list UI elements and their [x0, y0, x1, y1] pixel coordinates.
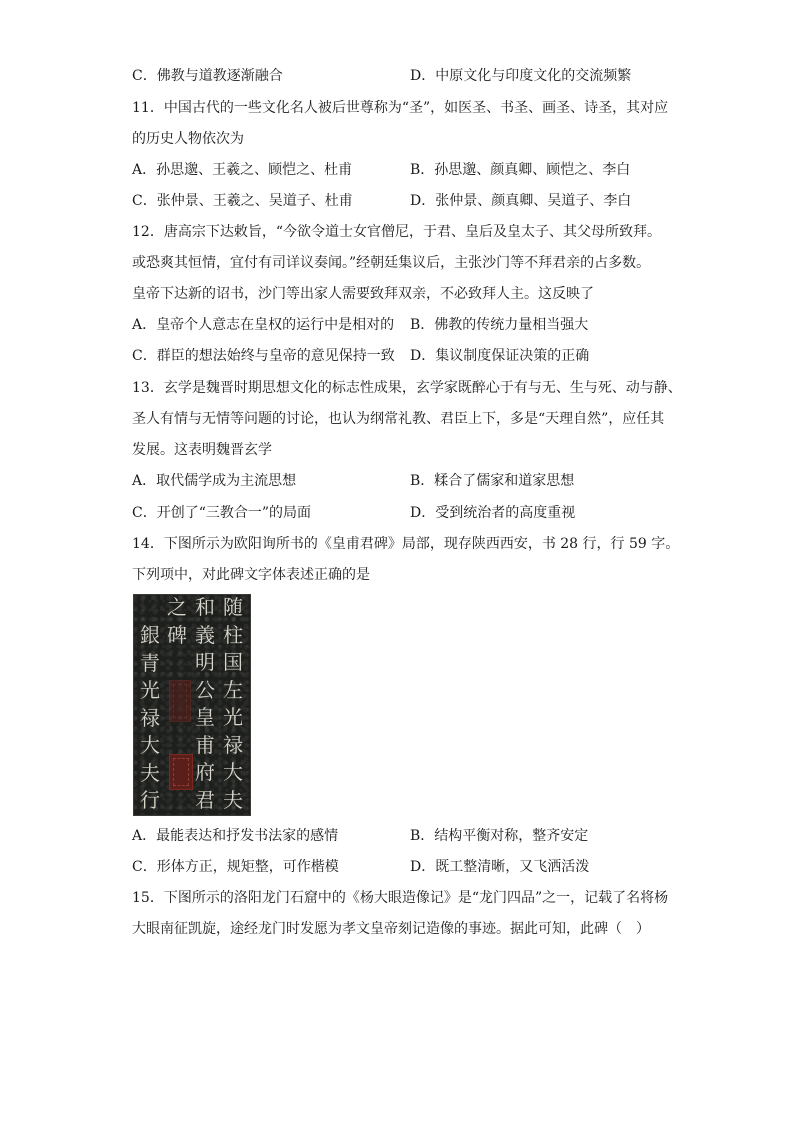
q14-option-c[interactable]: C．形体方正，规矩整，可作楷模 [132, 859, 339, 875]
rubbing-glyph: 義 [195, 622, 215, 647]
rubbing-glyph: 和 [195, 595, 215, 619]
rubbing-glyph: 之 [167, 595, 187, 619]
rubbing-glyph: 禄 [140, 705, 160, 730]
q13-option-a[interactable]: A．取代儒学成为主流思想 [132, 473, 297, 489]
rubbing-column-1 [219, 594, 247, 814]
q11-stem-line-1: 11．中国古代的一些文化名人被后世尊称为“圣”，如医圣、书圣、画圣、诗圣，其对应 [132, 100, 669, 116]
rubbing-glyph: 随 [223, 595, 243, 619]
rubbing-glyph: 光 [223, 705, 243, 729]
rubbing-glyph: 夫 [223, 787, 243, 812]
rubbing-glyph: 行 [140, 788, 160, 812]
q14-stem-line-2: 下列项中，对此碑文字体表述正确的是 [132, 567, 370, 583]
rubbing-glyph: 府 [195, 760, 215, 784]
seal-stamp-lower [169, 754, 193, 790]
q12-stem-line-3: 皇帝下达新的诏书，沙门等出家人需要致拜双亲，不必致拜人主。这反映了 [132, 286, 594, 302]
q13-stem-line-2: 圣人有情与无情等问题的讨论，也认为纲常礼教、君臣上下，多是“天理自然”，应任其 [132, 411, 665, 427]
rubbing-glyph: 皇 [195, 705, 215, 729]
rubbing-glyph: 君 [195, 787, 215, 812]
q14-option-d[interactable]: D．既工整清晰，又飞洒活泼 [410, 859, 590, 875]
rubbing-glyph: 禄 [223, 732, 243, 757]
rubbing-glyph: 明 [195, 650, 215, 674]
q13-option-b[interactable]: B．糅合了儒家和道家思想 [410, 473, 575, 489]
q12-option-d[interactable]: D．集议制度保证决策的正确 [410, 348, 590, 364]
q12-stem-line-2: 或恐爽其恒情，宜付有司详议奏闻。”经朝廷集议后，主张沙门等不拜君亲的占多数。 [132, 255, 651, 271]
q11-option-c[interactable]: C．张仲景、王羲之、吴道子、杜甫 [132, 193, 353, 209]
q13-option-c[interactable]: C．开创了“三教合一”的局面 [132, 505, 312, 521]
rubbing-glyph: 公 [195, 677, 215, 702]
rubbing-glyph: 夫 [140, 760, 160, 785]
q14-stem-line-1: 14．下图所示为欧阳询所书的《皇甫君碑》局部，现存陕西西安，书 28 行，行 59 字。 [132, 536, 680, 552]
q13-option-d[interactable]: D．受到统治者的高度重视 [410, 505, 576, 521]
q12-option-a[interactable]: A．皇帝个人意志在皇权的运行中是相对的 [132, 317, 395, 333]
q12-option-c[interactable]: C．群臣的想法始终与皇帝的意见保持一致 [132, 348, 395, 364]
q14-option-a[interactable]: A．最能表达和抒发书法家的感情 [132, 828, 339, 844]
q13-stem-line-3: 发展。这表明魏晋玄学 [132, 442, 272, 458]
q11-option-b[interactable]: B．孙思邈、颜真卿、顾恺之、李白 [410, 162, 631, 178]
rubbing-glyph: 銀 [140, 623, 160, 647]
rubbing-column-4 [136, 622, 164, 815]
rubbing-glyph: 碑 [167, 622, 187, 647]
rubbing-glyph: 国 [223, 650, 243, 674]
q12-stem-line-1: 12．唐高宗下达敕旨，“今欲令道士女官僧尼，于君、皇后及皇太子、其父母所致拜。 [132, 224, 661, 240]
q15-stem-line-2: 大眼南征凯旋，途经龙门时发愿为孝文皇帝刻记造像的事迹。据此可知，此碑（ ） [132, 921, 650, 937]
seal-stamp-upper [169, 680, 191, 722]
rubbing-glyph: 大 [223, 760, 243, 784]
q10-option-c[interactable]: C．佛教与道教逐渐融合 [132, 68, 283, 84]
q15-stem-line-1: 15．下图所示的洛阳龙门石窟中的《杨大眼造像记》是“龙门四品”之一，记载了名将杨 [132, 890, 669, 906]
q13-stem-line-1: 13．玄学是魏晋时期思想文化的标志性成果，玄学家既醉心于有与无、生与死、动与静、 [132, 380, 682, 396]
rubbing-glyph: 甫 [195, 732, 215, 757]
rubbing-column-3 [163, 594, 191, 649]
rubbing-glyph: 光 [140, 678, 160, 702]
rubbing-glyph: 柱 [223, 622, 243, 647]
q11-option-d[interactable]: D．张仲景、颜真卿、吴道子、李白 [410, 193, 632, 209]
stele-rubbing-image [133, 594, 251, 816]
q11-option-a[interactable]: A．孙思邈、王羲之、顾恺之、杜甫 [132, 162, 353, 178]
q11-stem-line-2: 的历史人物依次为 [132, 131, 244, 147]
q12-option-b[interactable]: B．佛教的传统力量相当强大 [410, 317, 589, 333]
q10-option-d[interactable]: D．中原文化与印度文化的交流频繁 [410, 68, 632, 84]
rubbing-column-2 [191, 594, 219, 814]
rubbing-glyph: 左 [223, 677, 243, 702]
rubbing-glyph: 大 [140, 733, 160, 757]
q14-option-b[interactable]: B．结构平衡对称，整齐安定 [410, 828, 589, 844]
rubbing-glyph: 青 [140, 650, 160, 675]
